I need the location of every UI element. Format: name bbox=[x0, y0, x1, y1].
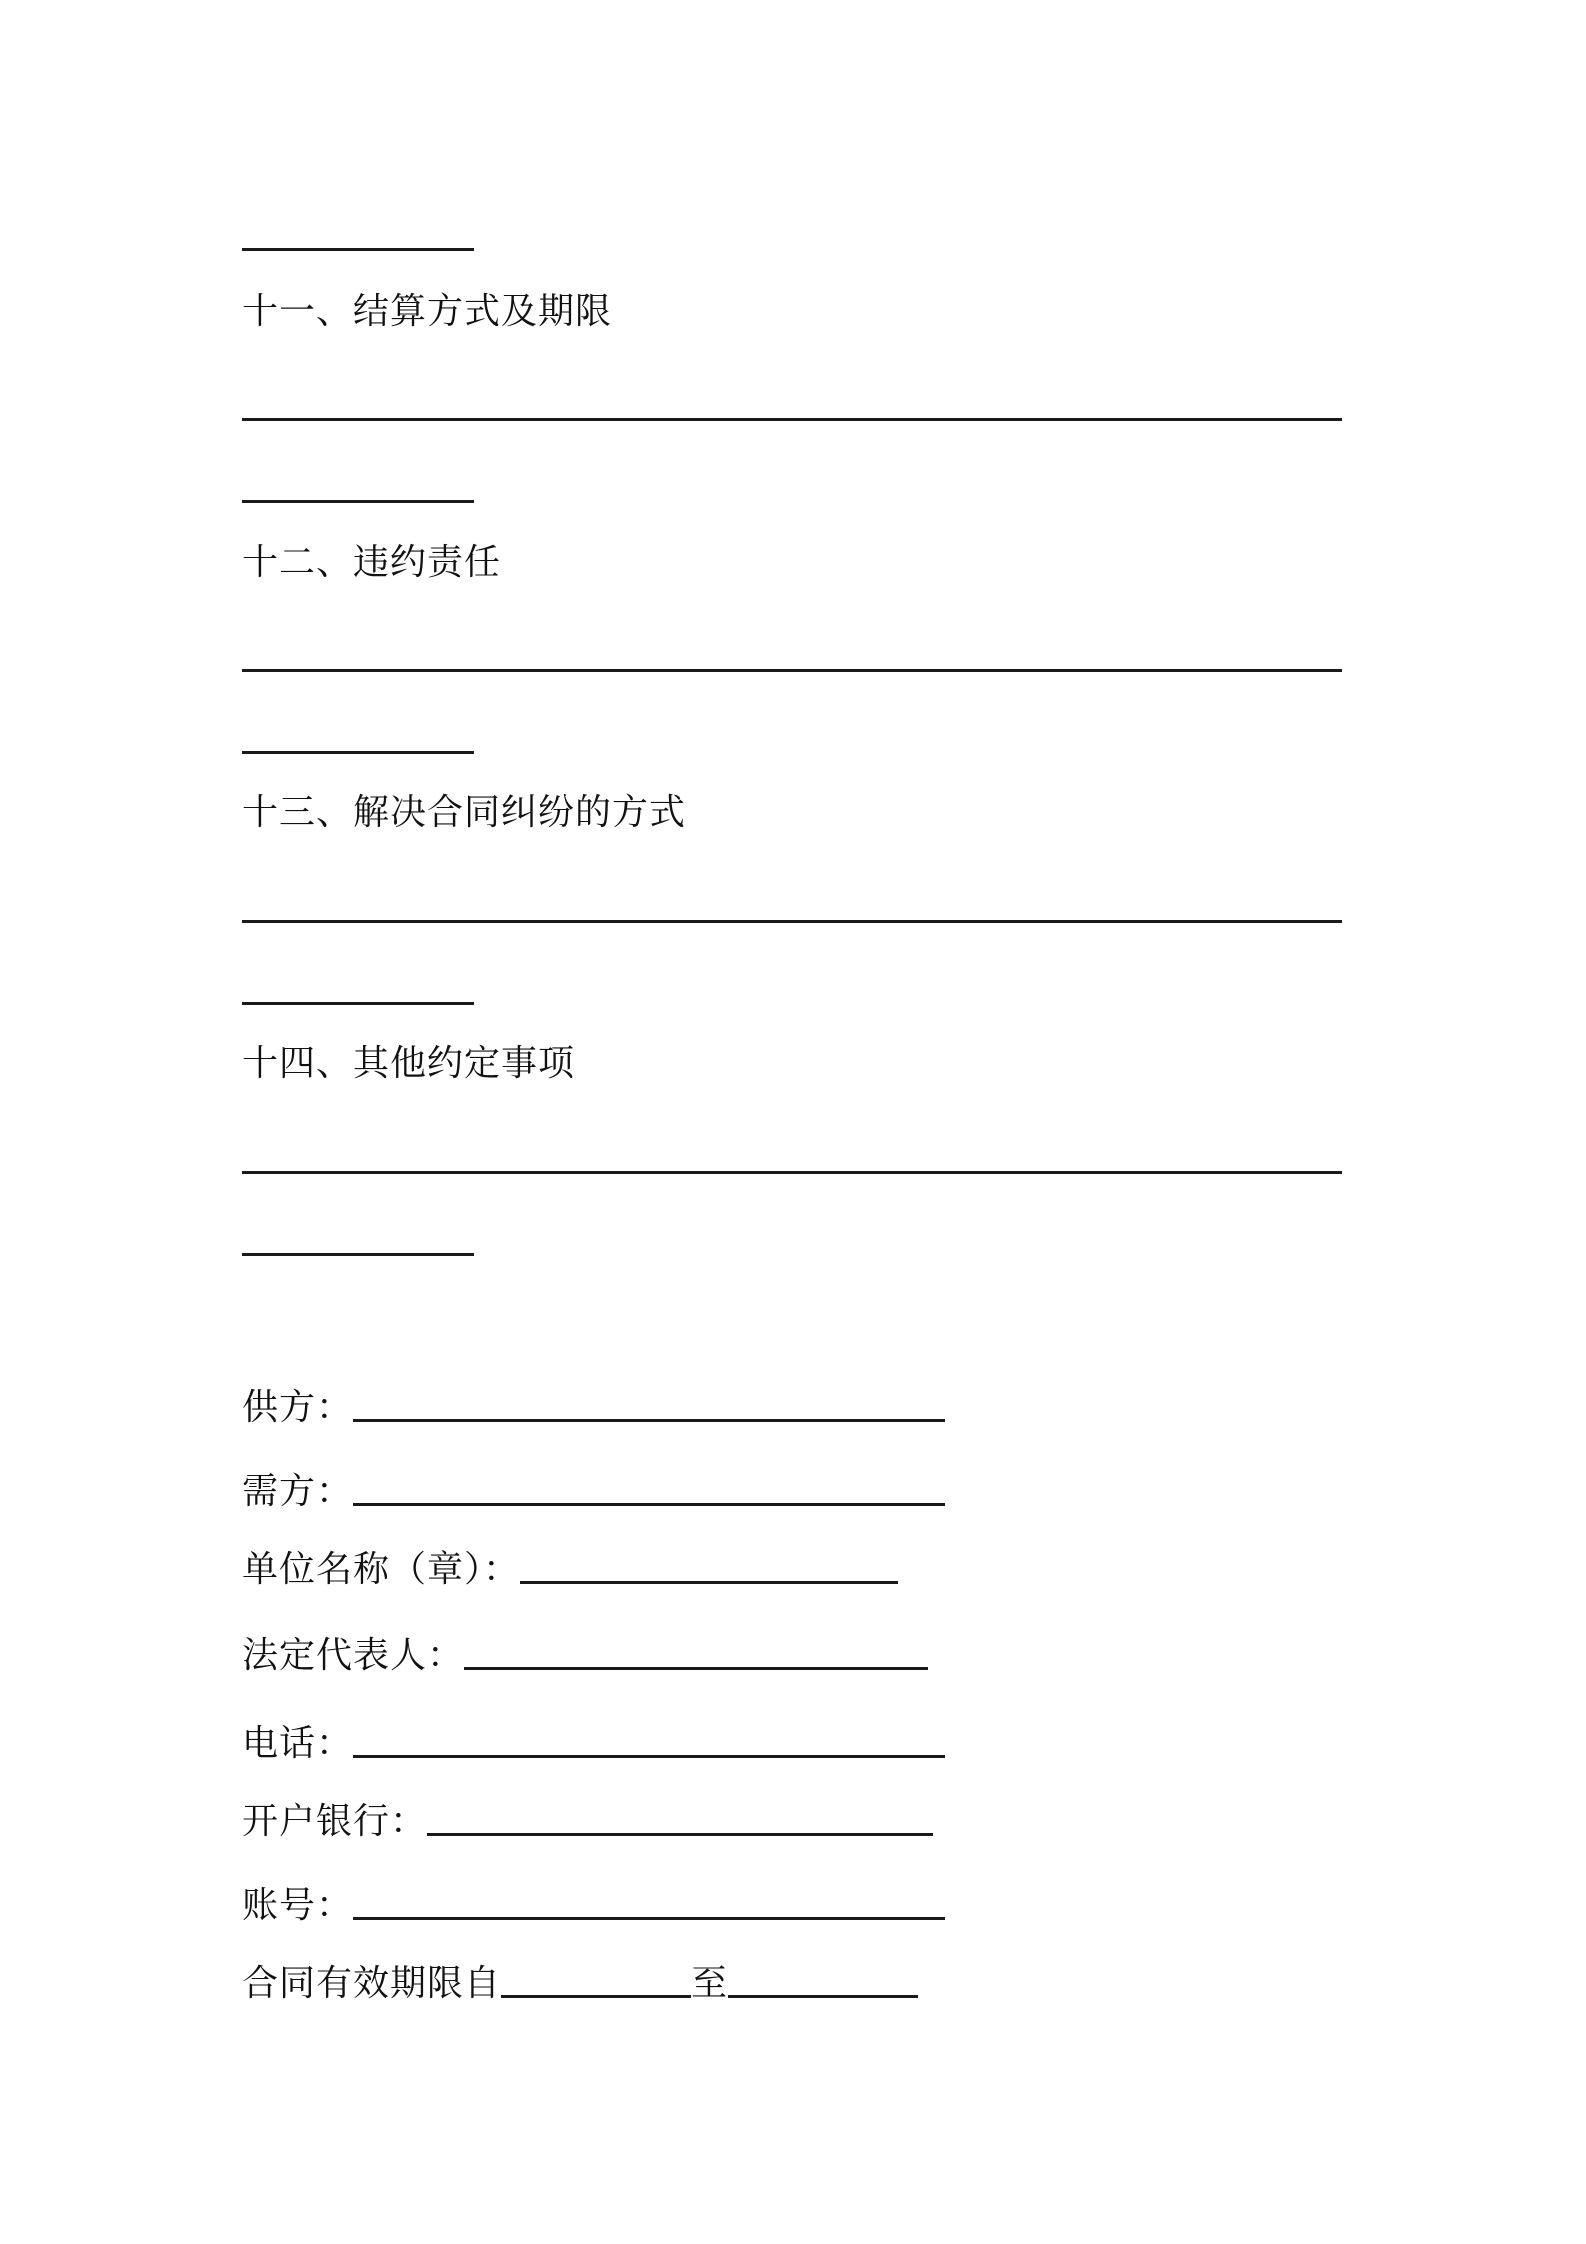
validity-end-blank[interactable] bbox=[728, 1995, 918, 1998]
account-field bbox=[242, 1878, 945, 1928]
phone-field bbox=[242, 1716, 945, 1766]
section-title-other: 十四、其他约定事项 bbox=[242, 1043, 576, 1084]
buyer-label: 需方： bbox=[242, 1471, 354, 1512]
fill-line[interactable] bbox=[242, 500, 474, 503]
buyer-blank[interactable] bbox=[353, 1503, 945, 1506]
fill-line[interactable] bbox=[242, 669, 1342, 672]
validity-prefix: 合同有效期限自 bbox=[242, 1963, 502, 2004]
fill-line[interactable] bbox=[242, 418, 1342, 421]
validity-field bbox=[242, 1956, 918, 2006]
legal-rep-blank[interactable] bbox=[464, 1667, 928, 1670]
bank-label: 开户银行： bbox=[242, 1801, 428, 1842]
section-title-settlement: 十一、结算方式及期限 bbox=[242, 291, 613, 332]
unit-name-blank[interactable] bbox=[520, 1581, 898, 1584]
buyer-field bbox=[242, 1464, 945, 1514]
fill-line[interactable] bbox=[242, 920, 1342, 923]
bank-field bbox=[242, 1794, 933, 1844]
account-label: 账号： bbox=[242, 1885, 354, 1926]
supplier-field bbox=[242, 1380, 945, 1430]
account-blank[interactable] bbox=[353, 1917, 945, 1920]
fill-line[interactable] bbox=[242, 751, 474, 754]
fill-line[interactable] bbox=[242, 1002, 474, 1005]
section-title-dispute: 十三、解决合同纠纷的方式 bbox=[242, 792, 687, 833]
supplier-blank[interactable] bbox=[353, 1419, 945, 1422]
section-title-liability: 十二、违约责任 bbox=[242, 542, 502, 583]
supplier-label: 供方： bbox=[242, 1387, 354, 1428]
validity-to: 至 bbox=[691, 1963, 729, 2004]
bank-blank[interactable] bbox=[427, 1833, 933, 1836]
fill-line[interactable] bbox=[242, 1171, 1342, 1174]
fill-line[interactable] bbox=[242, 248, 474, 251]
fill-line[interactable] bbox=[242, 1253, 474, 1256]
unit-name-label: 单位名称（章）： bbox=[242, 1549, 521, 1590]
legal-rep-label: 法定代表人： bbox=[242, 1635, 465, 1676]
validity-start-blank[interactable] bbox=[501, 1995, 691, 1998]
phone-label: 电话： bbox=[242, 1723, 354, 1764]
legal-rep-field bbox=[242, 1628, 928, 1678]
phone-blank[interactable] bbox=[353, 1755, 945, 1758]
unit-name-field bbox=[242, 1542, 898, 1592]
